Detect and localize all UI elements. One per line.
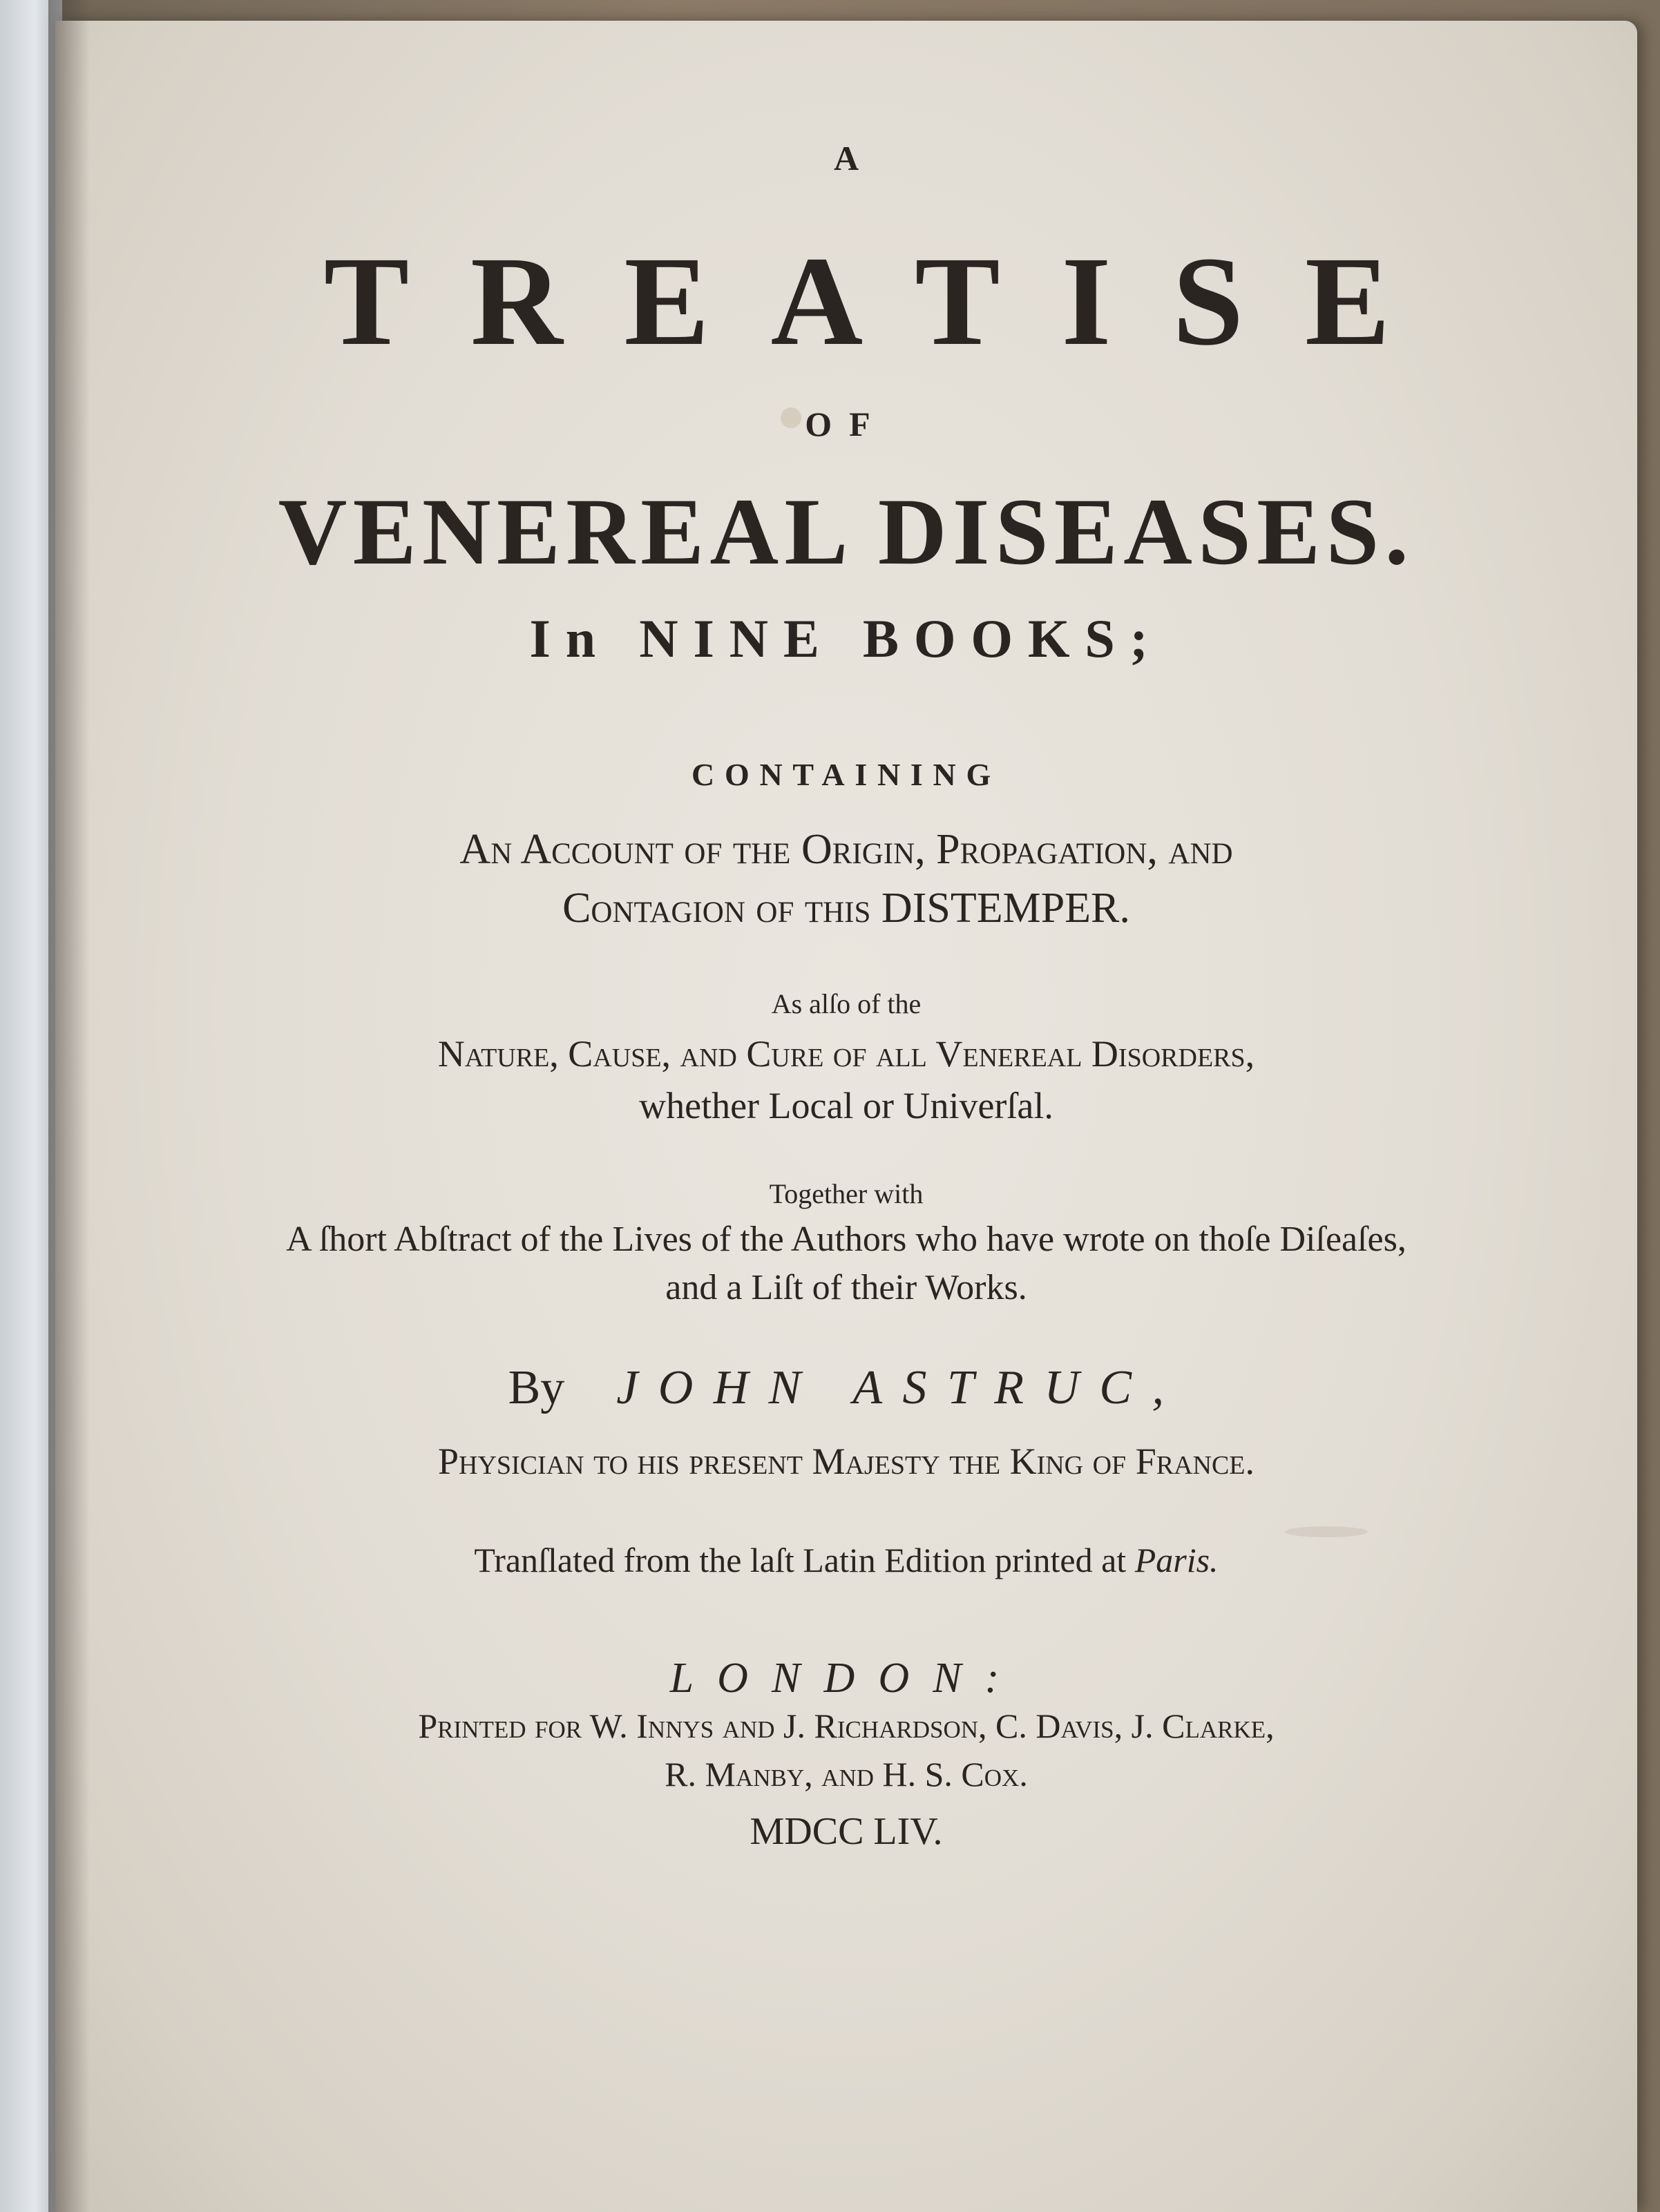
- containing-line: CONTAINING: [691, 757, 1001, 792]
- books-line: In NINE BOOKS;: [529, 608, 1163, 669]
- account-line-1: An Account of the Origin, Propagation, and: [459, 826, 1233, 873]
- printers-line-2: R. Manby, and H. S. Cox.: [665, 1755, 1028, 1793]
- imprint-date: MDCC LIV.: [750, 1810, 943, 1853]
- by-word: By: [508, 1361, 565, 1414]
- abstract-line-1: A ſhort Abſtract of the Lives of the Authors who have wrote on thoſe Diſeaſes,: [286, 1220, 1406, 1259]
- translation-text: Tranſlated from the laſt Latin Edition printed at: [474, 1541, 1127, 1579]
- title-subject: VENEREAL DISEASES.: [278, 479, 1415, 584]
- nature-line-2: whether Local or Univerſal.: [639, 1085, 1053, 1126]
- account-line-2: Contagion of this DISTEMPER.: [562, 885, 1130, 932]
- translation-line: [55, 1540, 1637, 1580]
- foxing-spot: [1285, 1526, 1368, 1537]
- title-page: [55, 21, 1637, 2212]
- also-line: As alſo of the: [771, 988, 922, 1019]
- abstract-line-2: and a Liſt of their Works.: [665, 1268, 1027, 1307]
- imprint-city: LONDON:: [669, 1655, 1023, 1702]
- title-of: OF: [805, 405, 888, 443]
- title-article: A: [833, 139, 859, 177]
- author-position: Phyſician to his preſent Majeſty the King of France.: [437, 1441, 1255, 1482]
- together-line: Together with: [769, 1178, 924, 1209]
- main-title: TREATISE: [323, 231, 1452, 372]
- translation-place: Paris.: [1134, 1541, 1219, 1579]
- nature-line-1: Nature, Cause, and Cure of all Venereal Disorders,: [437, 1033, 1255, 1075]
- author-line: [55, 1360, 1637, 1416]
- gutter-shadow: [48, 0, 90, 2212]
- author-name: JOHN ASTRUC,: [616, 1361, 1185, 1414]
- printers-line-1: Printed for W. Innys and J. Richardson, C. Davis, J. Clarke,: [418, 1706, 1275, 1745]
